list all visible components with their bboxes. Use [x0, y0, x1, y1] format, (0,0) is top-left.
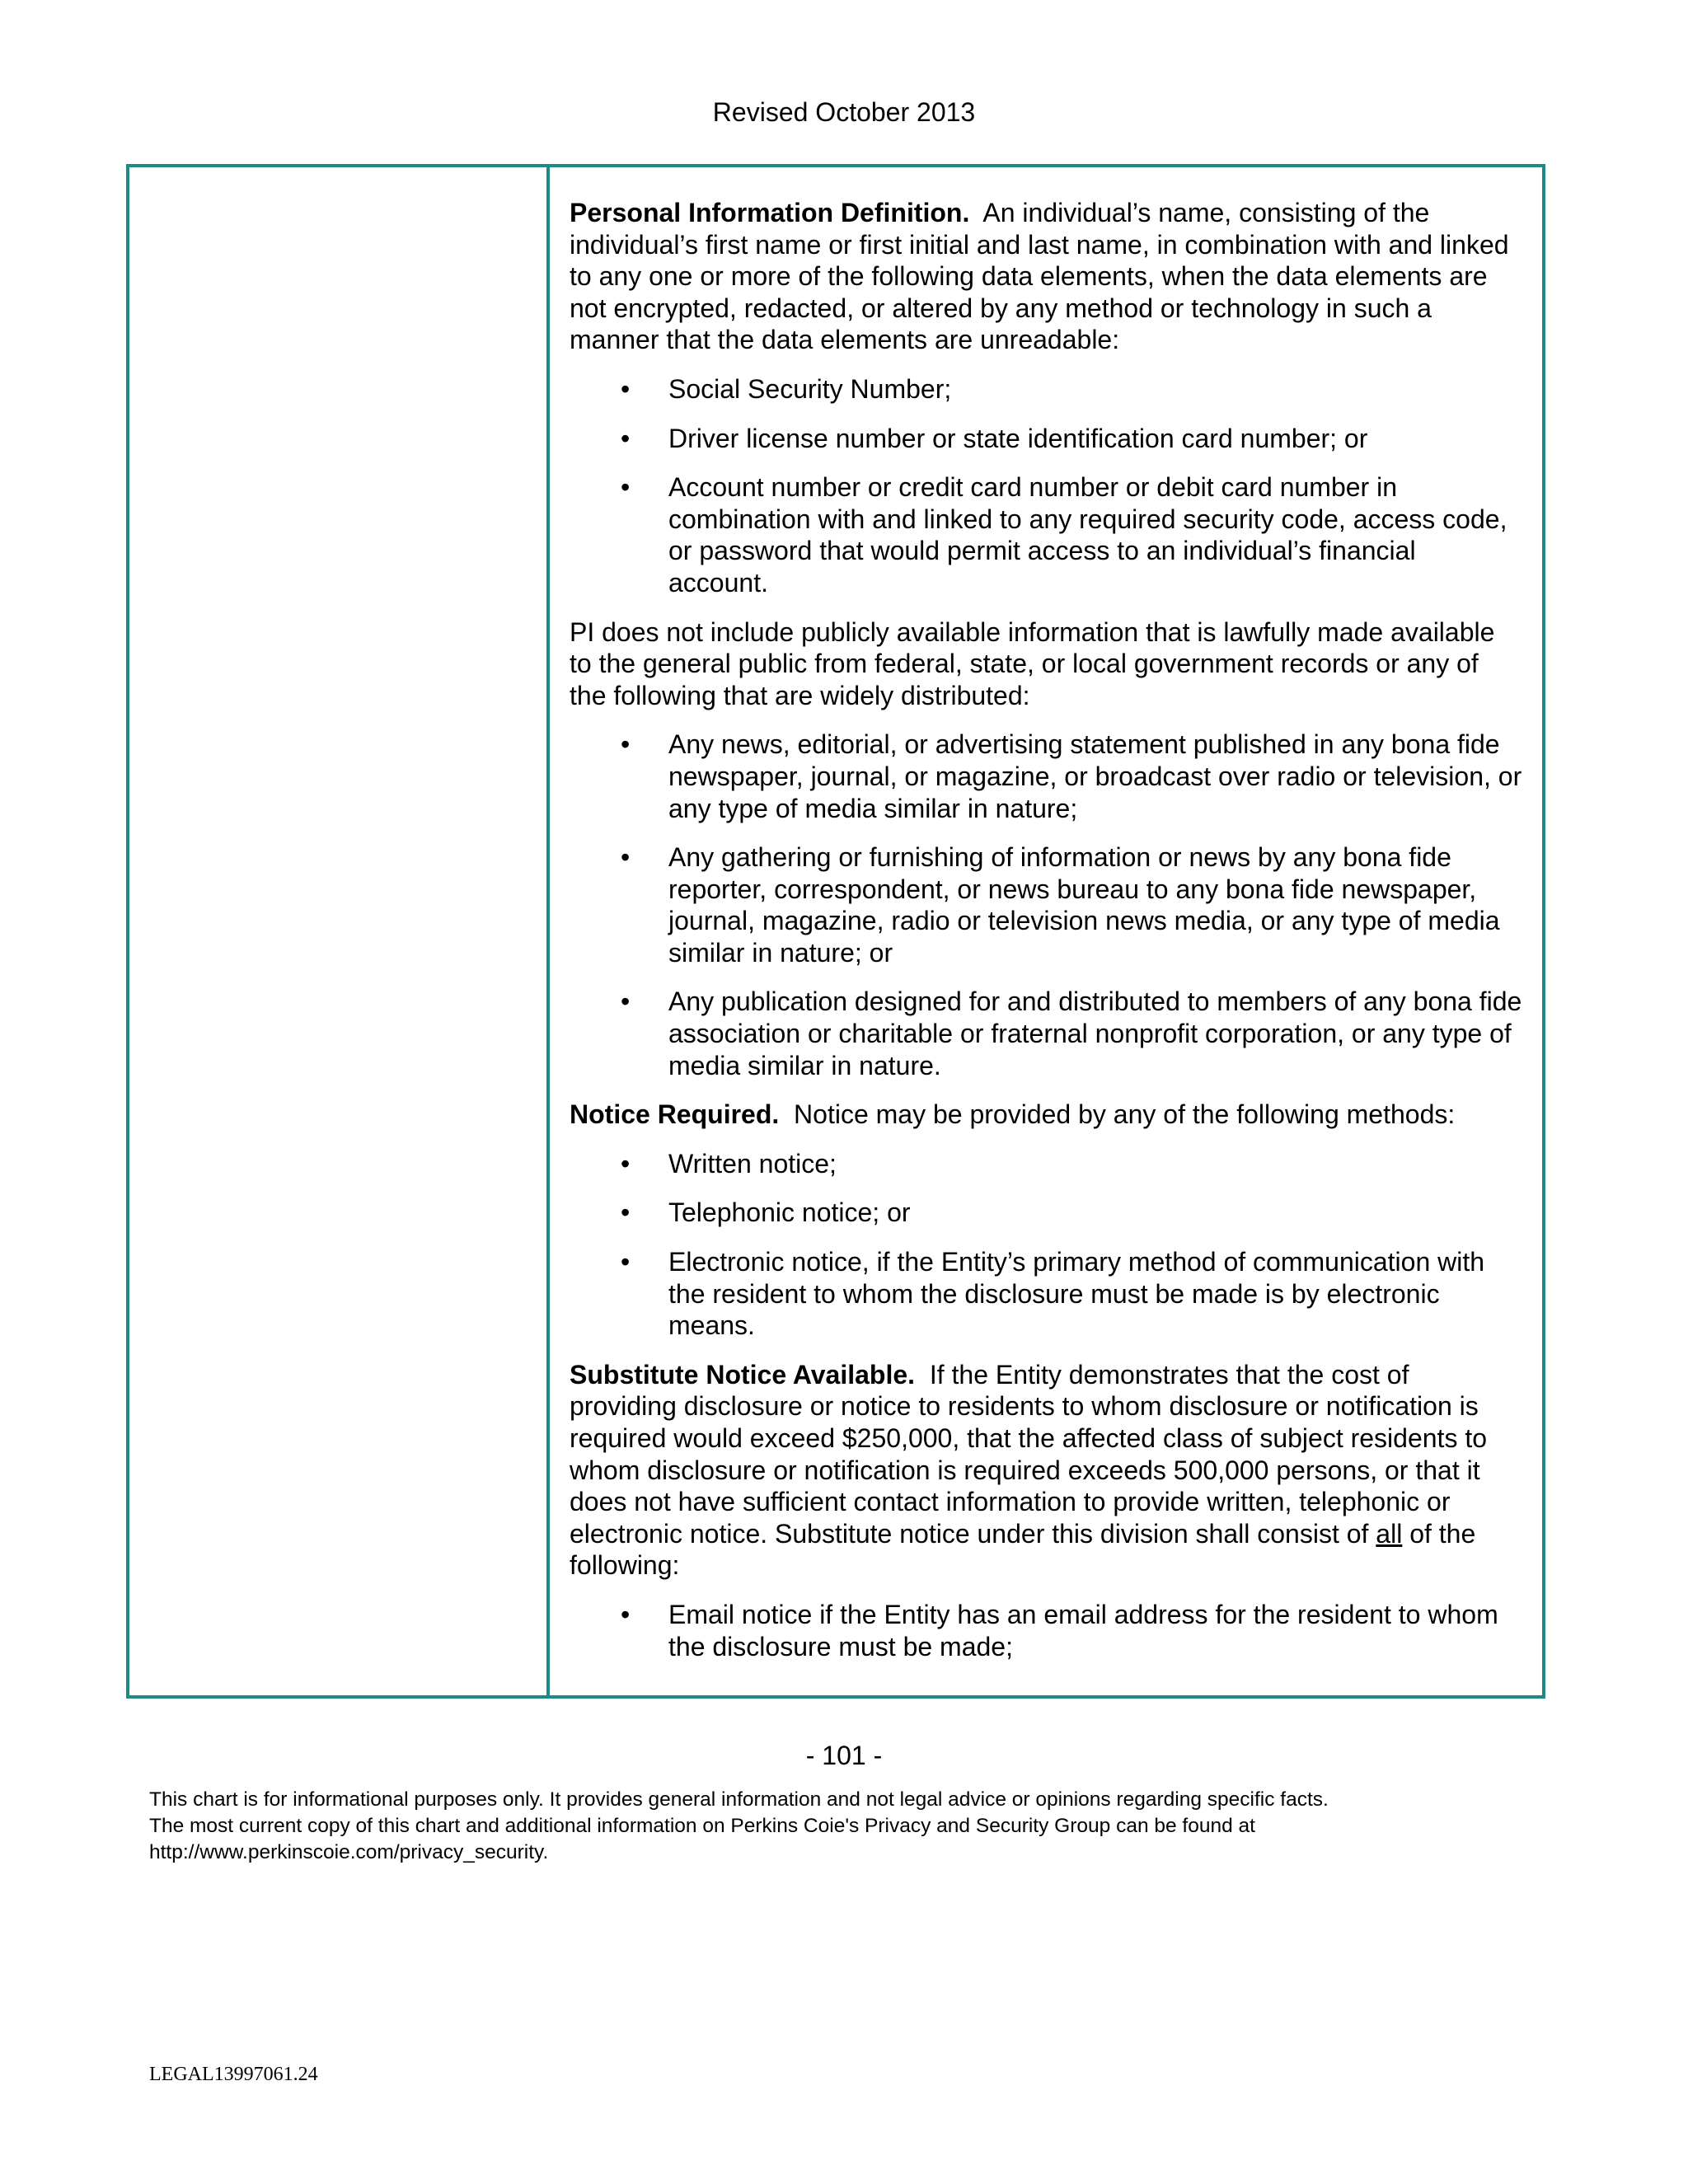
pi-exclusion: PI does not include publicly available information that is lawfully made available to the general public from federal, state, or local government records or any of the following that are widely distributed: — [570, 616, 1495, 710]
table-right-column — [550, 167, 1542, 1695]
disclaimer-link: http://www.perkinscoie.com/privacy_security. — [149, 1841, 549, 1863]
content-table — [126, 164, 1545, 1699]
document-id: LEGAL13997061.24 — [149, 2064, 318, 2085]
exclusion-items-list — [570, 729, 1522, 1081]
disclaimer-line: The most current copy of this chart and additional information on Perkins Coie's Privacy and Security Group can be found at — [149, 1815, 1255, 1837]
page-number: - 101 - — [805, 1741, 883, 1770]
substitute-notice-text: If the Entity demonstrates that the cost of providing disclosure or notice to residents to whom disclosure or notification is required would exceed $250,000, that the affected class of subject residents to whom disclosure or notification is required exceeds 500,000 persons, or that it does not have sufficient contact information to provide written, telephonic or electronic notice. Substitute notice under this division shall consist of — [570, 1359, 1488, 1549]
list-item: • Account number or credit card number or debit card number in combination with and linked to any required security code, access code, or password that would permit access to an individual’s financial account. — [621, 472, 1507, 598]
pi-definition-title: Personal Information Definition. — [570, 198, 970, 227]
notice-required-text: Notice may be provided by any of the following methods: — [794, 1099, 1456, 1130]
list-item: • Driver license number or state identification card number; or — [621, 423, 1368, 453]
table-left-column — [129, 167, 550, 1695]
bullet-icon: • — [621, 1148, 631, 1179]
bullet-icon: • — [621, 423, 631, 453]
notice-required — [570, 1099, 1522, 1131]
disclaimer — [149, 1787, 1616, 1866]
list-item: • Any publication designed for and distributed to members of any bona fide association or charitable or fraternal nonprofit corporation, or any type of media similar in nature. — [621, 987, 1522, 1080]
list-item: • Email notice if the Entity has an email address for the resident to whom the disclosure must be made; — [621, 1599, 1498, 1661]
substitute-notice-title: Substitute Notice Available. — [570, 1359, 916, 1390]
bullet-icon: • — [621, 1247, 631, 1277]
list-item: • Written notice; — [621, 1148, 837, 1179]
disclaimer-line: This chart is for informational purposes only. It provides general information and not legal advice or opinions regarding specific facts. — [149, 1788, 1329, 1811]
bullet-icon: • — [621, 373, 631, 404]
list-item: • Electronic notice, if the Entity’s primary method of communication with the resident to whom the disclosure must be made is by electronic means. — [621, 1247, 1485, 1341]
substitute-items-list — [570, 1599, 1522, 1662]
pi-definition — [570, 197, 1522, 356]
notice-items-list — [570, 1148, 1522, 1342]
bullet-icon: • — [621, 987, 631, 1017]
list-item: • Any news, editorial, or advertising statement published in any bona fide newspaper, journal, or magazine, or broadcast over radio or television, or any type of media similar in nature; — [621, 729, 1522, 823]
substitute-notice-emphasis: all — [1376, 1518, 1403, 1549]
substitute-notice-text-end: of the following: — [570, 1518, 1476, 1581]
bullet-icon: • — [621, 1599, 631, 1629]
substitute-notice — [570, 1359, 1522, 1582]
bullet-icon: • — [621, 729, 631, 760]
revised-date: Revised October 2013 — [712, 97, 976, 127]
bullet-icon: • — [621, 1197, 631, 1228]
pi-items-list — [570, 373, 1522, 599]
list-item: • Telephonic notice; or — [621, 1197, 911, 1228]
notice-required-title: Notice Required. — [570, 1099, 780, 1130]
list-item: • Social Security Number; — [621, 373, 952, 404]
list-item: • Any gathering or furnishing of information or news by any bona fide reporter, correspondent, or news bureau to any bona fide newspaper, journal, magazine, radio or television news media, or any type of media similar in nature; or — [621, 842, 1500, 968]
bullet-icon: • — [621, 842, 631, 873]
bullet-icon: • — [621, 472, 631, 503]
pi-definition-text: An individual’s name, consisting of the individual’s first name or first initial and last name, in combination with and linked to any one or more of the following data elements, when the data elements are not encrypted, redacted, or altered by any method or technology in such a manner that the data elements are unreadable: — [570, 198, 1509, 355]
